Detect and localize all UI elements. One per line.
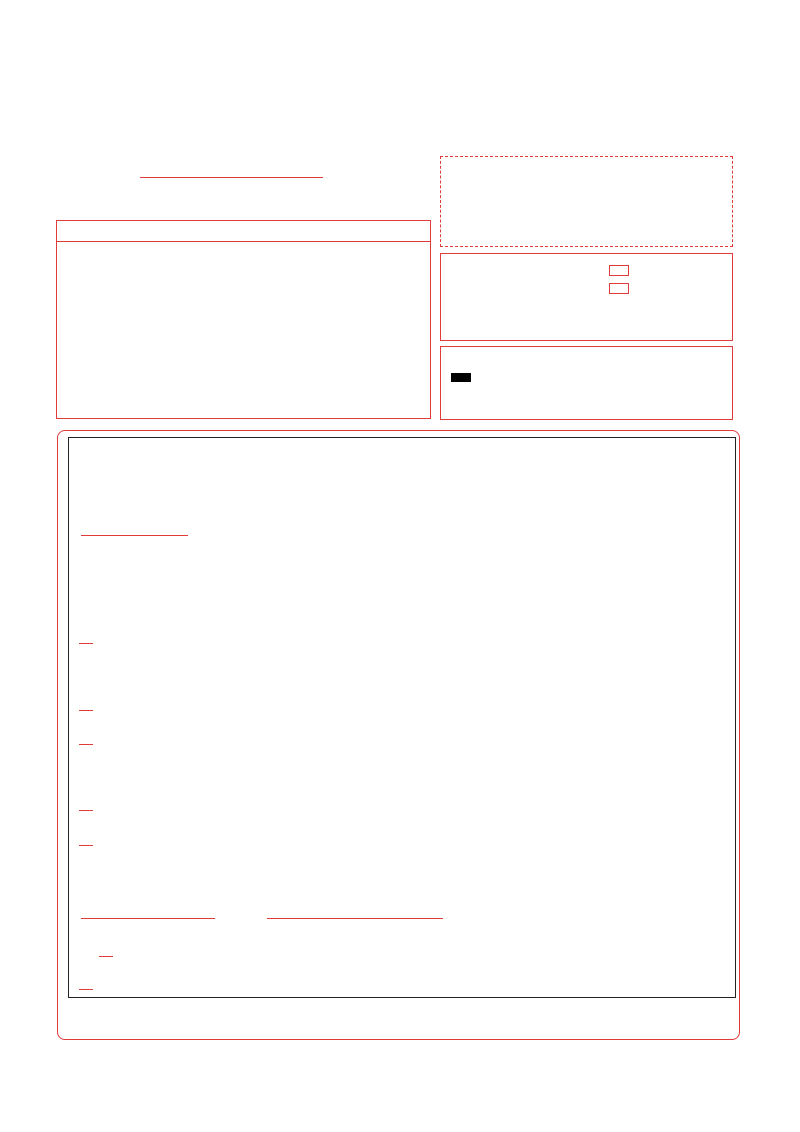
- q7: [79, 911, 455, 925]
- sample-wrong: [451, 387, 457, 402]
- q6-answer-line-1[interactable]: [79, 810, 93, 811]
- q8-inline-line[interactable]: [99, 956, 113, 957]
- q2: [79, 528, 224, 542]
- candidate-panel: [440, 253, 733, 341]
- q2-part1-line[interactable]: [81, 535, 188, 536]
- top-timing-marks: [50, 39, 752, 51]
- notice-box: [56, 220, 431, 419]
- notice-title: [57, 221, 430, 242]
- q7-part2-line[interactable]: [267, 918, 443, 919]
- absent-mark-box[interactable]: [609, 265, 629, 276]
- q4-answer-line[interactable]: [79, 643, 93, 644]
- name-field[interactable]: [140, 177, 323, 178]
- q7-part1-line[interactable]: [81, 918, 215, 919]
- barcode-area: [440, 156, 733, 247]
- q5-answer-line-2[interactable]: [79, 744, 93, 745]
- correct-fill-sample: [451, 373, 471, 382]
- q8-answer-line[interactable]: [79, 989, 93, 990]
- sample-panel: [440, 346, 733, 420]
- q6-answer-line-2[interactable]: [79, 845, 93, 846]
- sample-correct: [451, 370, 471, 385]
- q5-answer-line-1[interactable]: [79, 710, 93, 711]
- violation-mark-box[interactable]: [609, 283, 629, 294]
